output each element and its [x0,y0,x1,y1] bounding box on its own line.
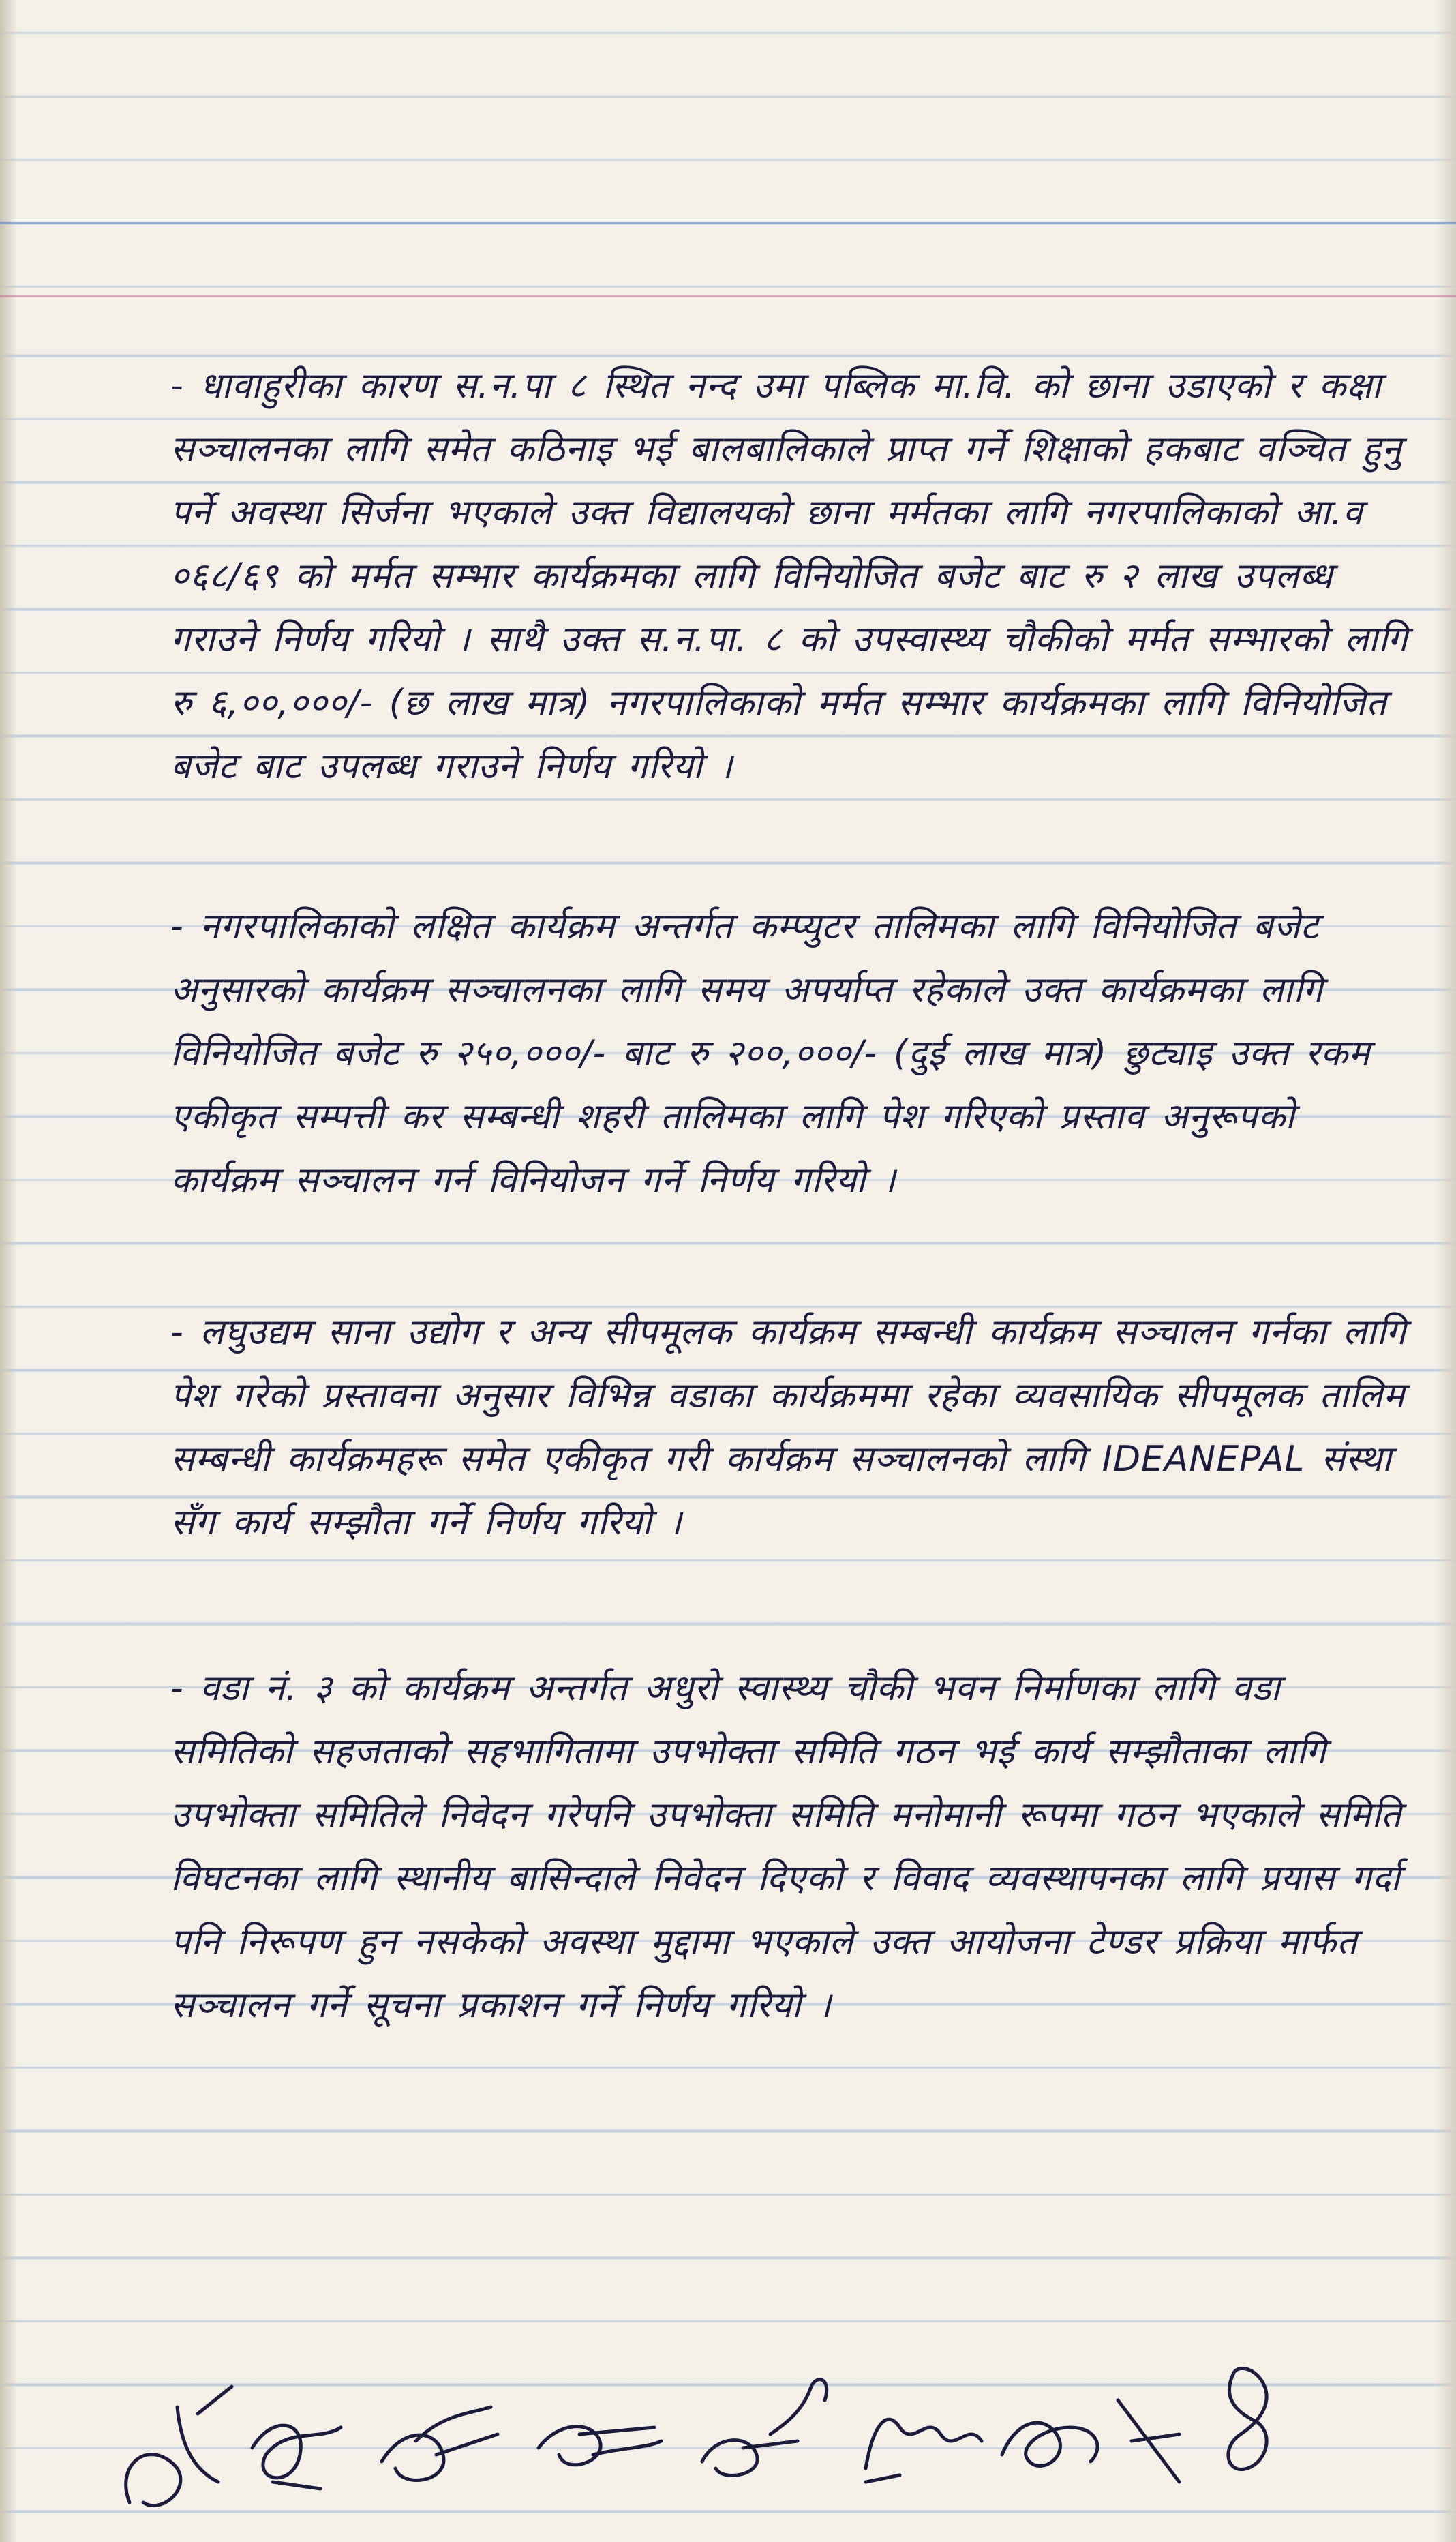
decision-paragraph-2: - नगरपालिकाको लक्षित कार्यक्रम अन्तर्गत कम्प्युटर तालिमका लागि विनियोजित बजेट अनुसारको कार्यक्रम सञ्चालनका लागि समय अपर्याप्त रहेकाले उक्त कार्यक्रमका लागि विनियोजित बजेट रु २५०,०००/- बाट रु २००,०००/- (दुई लाख मात्र) छुट्याइ उक्त रकम एकीकृत सम्पत्ती कर सम्बन्धी शहरी तालिमका लागि पेश गरिएको प्रस्ताव अनुरूपको कार्यक्रम सञ्चालन गर्न विनियोजन गर्ने निर्णय गरियो । [170,906,1371,1201]
page-edge-shadow [0,0,18,2542]
signatures-row [116,2346,1377,2523]
signature-4 [539,2427,661,2465]
signature-5 [702,2380,827,2476]
signature-2 [252,2425,341,2489]
decision-paragraph-3: - लघुउद्यम साना उद्योग र अन्य सीपमूलक कार्यक्रम सम्बन्धी कार्यक्रम सञ्चालन गर्नका लागि पेश गरेको प्रस्तावना अनुसार विभिन्न वडाका कार्यक्रममा रहेका व्यवसायिक सीपमूलक तालिम सम्बन्धी कार्यक्रमहरू समेत एकीकृत गरी कार्यक्रम सञ्चालनको लागि IDEANEPAL संस्था सँग कार्य सम्झौता गर्ने निर्णय गरियो । [170,1312,1407,1543]
signature-7 [1002,2423,1097,2466]
signature-8 [1118,2400,1179,2482]
signature-1 [126,2387,232,2506]
header-rule-red [0,295,1456,297]
decision-paragraph-4: - वडा नं. ३ को कार्यक्रम अन्तर्गत अधुरो स्वास्थ्य चौकी भवन निर्माणका लागि वडा समितिको सहजताको सहभागितामा उपभोक्ता समिति गठन भई कार्य सम्झौताका लागि उपभोक्ता समितिले निवेदन गरेपनि उपभोक्ता समिति मनोमानी रूपमा गठन भएकाले समिति विघटनका लागि स्थानीय बासिन्दाले निवेदन दिएको र विवाद व्यवस्थापनका लागि प्रयास गर्दा पनि निरूपण हुन नसकेको अवस्था मुद्दामा भएकाले उक्त आयोजना टेण्डर प्रक्रिया मार्फत सञ्चालन गर्ने सूचना प्रकाशन गर्ने निर्णय गरियो । [170,1668,1402,2026]
signature-9 [1228,2368,1267,2469]
page-edge-shadow [1436,0,1456,2542]
header-rule-blue [0,222,1456,224]
minutes-text [170,355,1418,2134]
signature-6 [866,2419,982,2482]
signature-3 [382,2407,498,2480]
decision-paragraph-1: - धावाहुरीका कारण स.न.पा ८ स्थित नन्द उमा पब्लिक मा.वि. को छाना उडाएको र कक्षा सञ्चालनका लागि समेत कठिनाइ भई बालबालिकाले प्राप्त गर्ने शिक्षाको हकबाट वञ्चित हुनु पर्ने अवस्था सिर्जना भएकाले उक्त विद्यालयको छाना मर्मतका लागि नगरपालिकाको आ.व ०६८/६९ को मर्मत सम्भार कार्यक्रमका लागि विनियोजित बजेट बाट रु २ लाख उपलब्ध गराउने निर्णय गरियो । साथै उक्त स.न.पा. ८ को उपस्वास्थ्य चौकीको मर्मत सम्भारको लागि रु ६,००,०००/- (छ लाख मात्र) नगरपालिकाको मर्मत सम्भार कार्यक्रमका लागि विनियोजित बजेट बाट उपलब्ध गराउने निर्णय गरियो । [170,365,1408,787]
